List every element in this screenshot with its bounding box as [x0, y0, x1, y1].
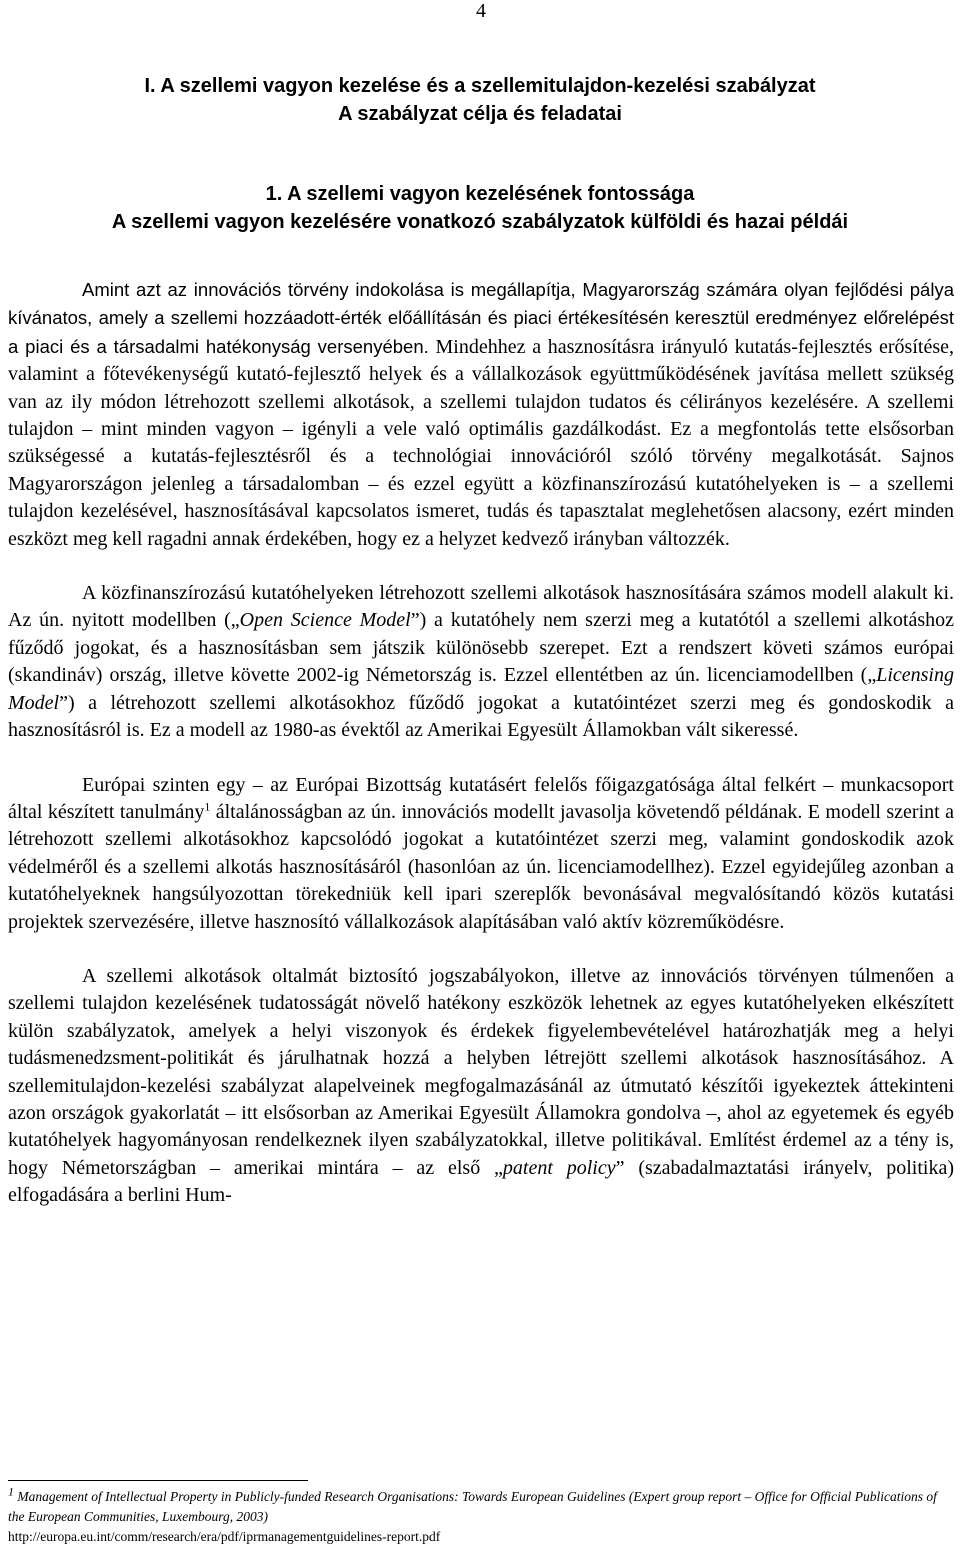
- footnote-url[interactable]: http://europa.eu.int/comm/research/era/pdf/iprmanagementguidelines-report.pdf: [8, 1529, 441, 1544]
- paragraph-2-text-c: ”) a létrehozott szellemi alkotásokhoz fűződő jogokat a kutatóintézet szerzi meg és gondoskodik a hasznosításról is. Ez a modell az 1980-as évektől az Amerikai Egyesült Államokban vált sikeressé.: [8, 691, 954, 742]
- paragraph-4-text-a: A szellemi alkotások oltalmát biztosító jogszabályokon, illetve az innovációs törvényen túlmenően a szellemi tulajdon kezelésének tudatosságát növelő hatékony eszközök lehetnek az egyes kutatóhelyeken elkészített külön szabályzatok, amelyek a helyi viszonyok és érdekek figyelembevételével határozhatják meg a helyi tudásmenedzsment-politikát és járulhatnak hozzá a helyben létrejött szellemi alkotások hasznosításához. A szellemitulajdon-kezelési szabályzat alapelveinek megfogalmazásánál az útmutató készítői igyekeztek áttekinteni azon országok gyakorlatát – itt elsősorban az Amerikai Egyesült Államokra gondolva –, ahol az egyetemek és egyéb kutatóhelyek hagyományosan rendelkeznek ilyen szabályzatokkal, illetve politikával. Említést érdemel az a tény is, hogy Németországban – amerikai mintára – az első „: [8, 964, 954, 1179]
- page-number: 4: [476, 0, 486, 22]
- patent-policy-term: patent policy: [502, 1156, 616, 1179]
- footnote-divider: [8, 1480, 308, 1481]
- chapter-title: I. A szellemi vagyon kezelése és a szellemitulajdon-kezelési szabályzat: [144, 75, 816, 97]
- paragraph-4: [8, 963, 954, 1210]
- document-body: [8, 276, 954, 1210]
- paragraph-1-intro: Amint azt az innovációs törvény indokolása is megállapítja, Magyarország számára olyan fejlődési pálya kívánatos, amely a szellemi hozzáadott-érték előállításán és piaci értékesítésén keresztül eredményez előrelépést a piaci és a társadalmi hatékonyság versenyében.: [8, 279, 954, 357]
- paragraph-2-text-a: A közfinanszírozású kutatóhelyeken létrehozott szellemi alkotások hasznosítására számos modell alakult ki. Az ún. nyitott modellben („: [8, 582, 954, 632]
- section-title: 1. A szellemi vagyon kezelésének fontossága: [265, 183, 695, 205]
- chapter-subtitle: A szabályzat célja és feladatai: [338, 103, 622, 125]
- paragraph-3: [8, 772, 954, 936]
- licensing-term: Licensing Model: [8, 664, 954, 714]
- paragraph-4-text-b: ” (szabadalmaztatási irányelv, politika) elfogadására a berlini Hum-: [8, 1156, 954, 1207]
- footnote: [8, 1484, 954, 1547]
- paragraph-2-text-b: ”) a kutatóhely nem szerzi meg a kutatótól a szellemi alkotáshoz fűződő jogokat, és a hasznosításban sem játszik különösebb szerepet. Ezt a rendszert követi számos európai (skandináv) ország, illetve követte 2002-ig Németország is. Ezzel ellentétben az ún. licenciamodellben („: [8, 609, 954, 687]
- footnote-text: Management of Intellectual Property in Publicly-funded Research Organisations: Towards European Guidelines (Expert group report – Office for Official Publications of the European Communities, Luxembourg, 2003): [8, 1489, 937, 1524]
- paragraph-2: [8, 580, 954, 744]
- paragraph-1-rest: Mindehhez a hasznosításra irányuló kutatás-fejlesztés erősítése, valamint a főtevékenységű kutató-fejlesztő helyek és a vállalkozások együttműködésének javítása mellett szükség van az ily módon létrehozott szellemi alkotások, a szellemi tulajdon tudatos és célirányos kezelésére. A szellemi tulajdon – mint minden vagyon – igényli a vele való optimális gazdálkodást. Ez a megfontolás tette elsősorban szükségessé a kutatás-fejlesztésről és a technológiai innovációról szóló törvény megalkotását. Sajnos Magyarországon jelenleg a társadalomban – és ezzel együtt a közfinanszírozású kutatóhelyeken is – a szellemi tulajdon kezelésével, hasznosításával kapcsolatos ismeret, tudás és tapasztalat meglehetősen alacsony, ezért minden eszközt meg kell ragadni annak érdekében, hogy ez a helyzet kedvező irányban változzék.: [8, 335, 954, 550]
- paragraph-3-text-a: Európai szinten egy – az Európai Bizottság kutatásért felelős főigazgatósága által felkért – munkacsoport által készített tanulmány: [8, 773, 954, 823]
- footnote-number: 1: [8, 1484, 14, 1499]
- footnote-reference: 1: [204, 799, 211, 814]
- heading-block: [0, 72, 960, 236]
- open-science-term: Open Science Model: [239, 609, 411, 632]
- paragraph-3-text-b: általánosságban az ún. innovációs modellt javasolja követendő példának. E modell szerint a létrehozott szellemi alkotásokhoz kapcsolódó jogokat a kutatóintézet szerzi meg, valamint gondoskodik azok védelméről és a szellemi alkotás hasznosításáról (hasonlóan az ún. licenciamodellhez). Ezzel egyidejűleg azonban a kutatóhelyeknek hangsúlyozottan törekedniük kell ipari szereplők bevonásával megvalósítandó közös kutatási projektek szervezésére, illetve hasznosító vállalkozások alapításában való aktív közreműködésre.: [8, 800, 954, 933]
- section-subtitle: A szellemi vagyon kezelésére vonatkozó szabályzatok külföldi és hazai példái: [111, 211, 849, 233]
- paragraph-1: [8, 276, 954, 553]
